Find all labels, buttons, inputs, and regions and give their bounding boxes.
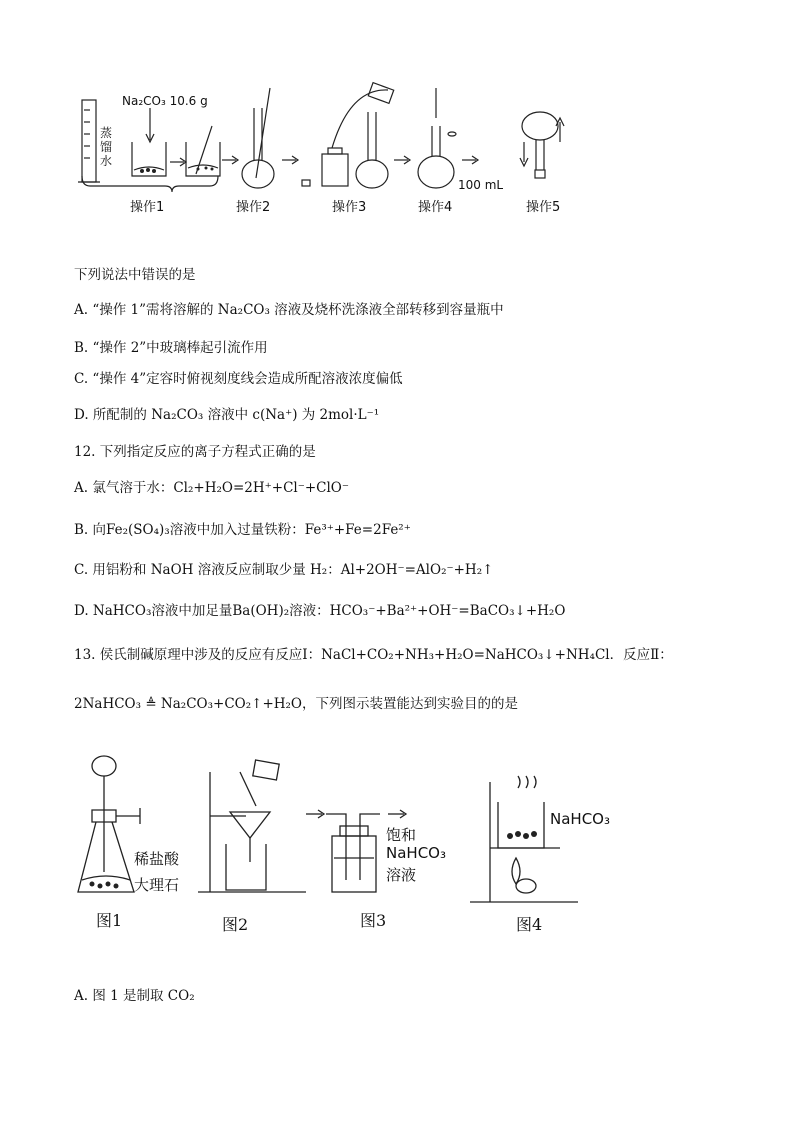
caption-op1: 操作1	[130, 200, 165, 215]
water-label: 蒸馏水	[100, 126, 113, 168]
caption-fig4: 图4	[516, 915, 543, 934]
q13-stem-line1: 13. 侯氏制碱原理中涉及的反应有反应Ⅰ：NaCl+CO₂+NH₃+H₂O=NaHCO₃↓+NH₄Cl．反应Ⅱ：	[74, 647, 673, 663]
q13-figure-drawing	[70, 752, 590, 942]
q11-option-b: B. “操作 2”中玻璃棒起引流作用	[74, 340, 268, 356]
caption-fig2: 图2	[222, 915, 249, 934]
fig3-label-3: 溶液	[386, 866, 417, 884]
q12-option-a: A. 氯气溶于水：Cl₂+H₂O=2H⁺+Cl⁻+ClO⁻	[74, 480, 349, 496]
fig1-solid-label: 大理石	[134, 876, 180, 894]
q12-option-d: D. NaHCO₃溶液中加足量Ba(OH)₂溶液：HCO₃⁻+Ba²⁺+OH⁻=BaCO₃↓+H₂O	[74, 603, 566, 619]
fig3-label-1: 饱和	[386, 826, 417, 844]
caption-op5: 操作5	[526, 200, 561, 215]
caption-op2: 操作2	[236, 200, 271, 215]
reagent-label: Na₂CO₃ 10.6 g	[122, 94, 208, 108]
caption-fig1: 图1	[96, 911, 123, 930]
fig4-solid-label: NaHCO₃	[550, 810, 610, 828]
caption-op4: 操作4	[418, 200, 453, 215]
q13-option-a: A. 图 1 是制取 CO₂	[74, 988, 195, 1004]
q12-option-c: C. 用铝粉和 NaOH 溶液反应制取少量 H₂：Al+2OH⁻=AlO₂⁻+H₂↑	[74, 562, 494, 578]
caption-fig3: 图3	[360, 911, 387, 930]
fig3-label-2: NaHCO₃	[386, 844, 446, 862]
q11-option-a: A. “操作 1”需将溶解的 Na₂CO₃ 溶液及烧杯洗涤液全部转移到容量瓶中	[74, 302, 504, 318]
caption-op3: 操作3	[332, 200, 367, 215]
volume-label: 100 mL	[458, 178, 504, 192]
operation-figure	[70, 78, 590, 218]
q11-option-d: D. 所配制的 Na₂CO₃ 溶液中 c(Na⁺) 为 2mol·L⁻¹	[74, 407, 380, 423]
q11-stem: 下列说法中错误的是	[74, 267, 196, 283]
q11-option-c: C. “操作 4”定容时俯视刻度线会造成所配溶液浓度偏低	[74, 371, 403, 387]
fig1-acid-label: 稀盐酸	[134, 850, 180, 868]
q13-figure	[70, 752, 610, 942]
q13-stem-line2: 2NaHCO₃ ≜ Na₂CO₃+CO₂↑+H₂O，下列图示装置能达到实验目的的是	[74, 696, 519, 712]
q12-stem: 12. 下列指定反应的离子方程式正确的是	[74, 444, 316, 460]
q12-option-b: B. 向Fe₂(SO₄)₃溶液中加入过量铁粉：Fe³⁺+Fe=2Fe²⁺	[74, 522, 411, 538]
